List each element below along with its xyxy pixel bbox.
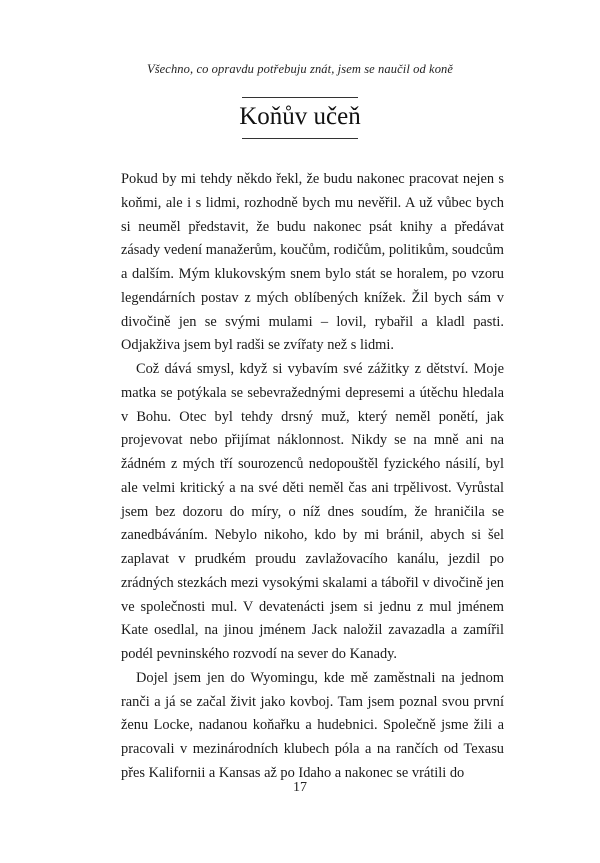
- chapter-title: Koňův učeň: [239, 103, 361, 130]
- page-number: 17: [293, 780, 307, 795]
- paragraph: Dojel jsem jen do Wyomingu, kde mě zaměstnali na jednom ranči a já se začal živit jako kovboj. Tam jsem poznal svou první ženu Locke, nadanou koňařku a hudebnici. Společně jsme žili a pracovali v mezinárodních klubech póla a na rančích od Texasu přes Kalifornii a Kansas až po Idaho a nakonec se vrátili do: [121, 669, 504, 781]
- title-rule-top: [242, 97, 358, 98]
- body-text: [121, 168, 504, 786]
- title-rule-bottom: [242, 138, 358, 139]
- running-head: Všechno, co opravdu potřebuju znát, jsem se naučil od koně: [146, 62, 454, 76]
- paragraph: Což dává smysl, když si vybavím své zážitky z dětství. Moje matka se potýkala se sebevražednými depresemi a útěchu hledala v Bohu. Otec byl tehdy drsný muž, který neměl ponětí, jak projevovat nebo přijímat náklonnost. Nikdy se na mně ani na žádném z mých tří sourozenců nedopouštěl fyzického násilí, byl ale velmi kritický a na své děti neměl čas ani trpělivost. Vyrůstal jsem bez dozoru do míry, o níž dnes soudím, že hraničila se zanedbáváním. Nebylo nikoho, kdo by mi bránil, abych si šel zaplavat v prudkém proudu zavlažovacího kanálu, jezdil po zrádných stezkách mezi vysokými skalami a tábořil v divočině jen ve společnosti mul. V devatenácti jsem si jednu z mul jménem Kate osedlal, na jinou jménem Jack naložil zavazadla a zamířil podél pevninského rozvodí na sever do Kanady.: [121, 361, 504, 662]
- paragraph: Pokud by mi tehdy někdo řekl, že budu nakonec pracovat nejen s koňmi, ale i s lidmi, rozhodně bych mu nevěřil. A už vůbec bych si neuměl představit, že budu nakonec psát knihy a předávat zásady vedení manažerům, koučům, rodičům, politikům, soudcům a dalším. Mým klukovským snem bylo stát se horalem, po vzoru legendárních postav z mých oblíbených knížek. Žil bych sám v divočině jen se svými mulami – lovil, rybařil a kladl pasti. Odjakživa jsem byl radši se zvířaty než s lidmi.: [121, 171, 504, 354]
